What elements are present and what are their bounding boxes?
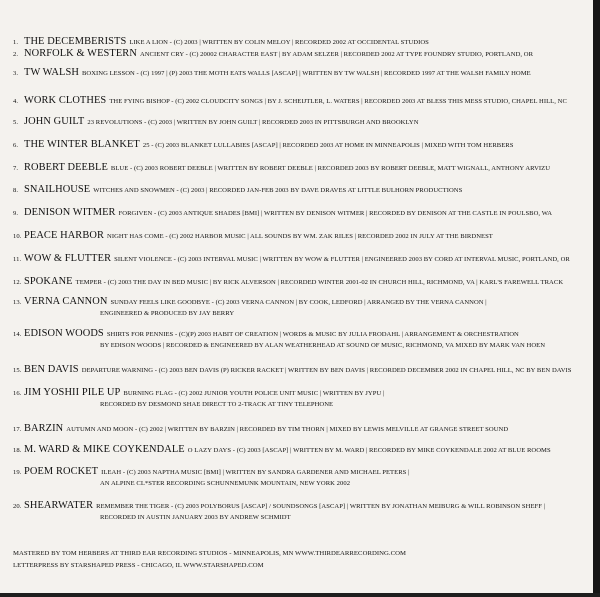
track-details: O LAZY DAYS - (C) 2003 [ASCAP] | WRITTEN BY M. WARD | RECORDED BY MIKE COYKENDALE 2002 AT BLUE ROOMS: [187, 447, 551, 454]
track-number: 4.: [13, 98, 19, 105]
track-details: SILENT VIOLENCE - (C) 2003 INTERVAL MUSIC | WRITTEN BY WOW & FLUTTER | ENGINEERED 2003 BY CORD AT INTERVAL MUSIC, PORTLAND, OR: [114, 256, 570, 263]
letterpress-credit: LETTERPRESS BY STARSHAPED PRESS - CHICAGO, IL WWW.STARSHAPED.COM: [13, 562, 264, 569]
track-details: ILEAH - (C) 2003 NAPTHA MUSIC [BMI] | WRITTEN BY SANDRA GARDENER AND MICHAEL PETERS |: [101, 469, 410, 476]
track-details-continued: RECORDED BY DESMOND SHAE DIRECT TO 2-TRACK AT TINY TELEPHONE: [100, 401, 334, 408]
track-details-continued: ENGINEERED & PRODUCED BY JAY BERRY: [100, 310, 235, 317]
track-artist: SHEARWATER: [24, 500, 94, 511]
track-number: 18.: [13, 447, 22, 454]
track-artist: THE DECEMBERISTS: [24, 36, 127, 47]
track-number: 17.: [13, 426, 22, 433]
track-entry: [13, 500, 589, 523]
track-artist: DENISON WITMER: [24, 207, 116, 218]
track-artist: TW WALSH: [24, 67, 79, 78]
track-number: 8.: [13, 187, 19, 194]
track-details: BLUE - (C) 2003 ROBERT DEEBLE | WRITTEN BY ROBERT DEEBLE | RECORDED 2003 BY ROBERT DEEBLE, MATT WIGNALL, ANTHONY ARVIZU: [110, 165, 551, 172]
track-details: SHIRTS FOR PENNIES - (C)(P) 2003 HABIT OF CREATION | WORDS & MUSIC BY JULIA FRODAHL | ARRANGEMENT & ORCHESTRATION: [106, 331, 519, 338]
track-artist: JIM YOSHII PILE UP: [24, 387, 121, 398]
track-number: 14.: [13, 331, 22, 338]
track-entry: [13, 253, 589, 265]
track-artist: EDISON WOODS: [24, 328, 104, 339]
track-artist: JOHN GUILT: [24, 116, 85, 127]
track-artist: BARZIN: [24, 423, 64, 434]
track-details: LIKE A LION - (C) 2003 | WRITTEN BY COLIN MELOY | RECORDED 2002 AT OCCIDENTAL STUDIOS: [129, 39, 429, 46]
track-entry: [13, 36, 589, 48]
track-number: 15.: [13, 367, 22, 374]
track-line: [13, 36, 589, 48]
track-artist: SNAILHOUSE: [24, 184, 91, 195]
track-line: [13, 387, 589, 399]
track-artist: VERNA CANNON: [24, 296, 108, 307]
track-line: [13, 500, 589, 512]
track-line: [13, 230, 589, 242]
track-entry: [13, 230, 589, 242]
track-entry: [13, 48, 589, 60]
track-details: FORGIVEN - (C) 2003 ANTIQUE SHADES [BMI] | WRITTEN BY DENISON WITMER | RECORDED BY DENISON AT THE CASTLE IN POULSBO, WA: [118, 210, 553, 217]
track-number: 7.: [13, 165, 19, 172]
track-line: [13, 364, 589, 376]
track-number: 3.: [13, 70, 19, 77]
track-number: 9.: [13, 210, 19, 217]
track-artist: WORK CLOTHES: [24, 95, 107, 106]
track-entry: [13, 67, 589, 79]
track-details: THE FYING BISHOP - (C) 2002 CLOUDCITY SONGS | BY J. SCHEIJTLER, L. WATERS | RECORDED 2003 AT BLESS THIS MESS STUDIO, CHAPEL HILL, NC: [109, 98, 567, 105]
track-artist: PEACE HARBOR: [24, 230, 105, 241]
track-details: REMEMBER THE TIGER - (C) 2003 POLYBORUS [ASCAP] / SOUNDSONGS [ASCAP] | WRITTEN BY JONATHAN MEIBURG & WILL ROBINSON SHEFF |: [96, 503, 546, 510]
track-line: [13, 162, 589, 174]
track-artist: BEN DAVIS: [24, 364, 79, 375]
track-entry: [13, 162, 589, 174]
track-line: [13, 67, 589, 79]
track-artist: ROBERT DEEBLE: [24, 162, 108, 173]
track-line: [13, 466, 589, 478]
track-entry: [13, 95, 589, 107]
production-credits: [13, 548, 583, 572]
track-line: [13, 184, 589, 196]
track-number: 1.: [13, 39, 19, 46]
scan-edge-right: [593, 0, 600, 597]
track-artist: NORFOLK & WESTERN: [24, 48, 137, 59]
track-number: 16.: [13, 390, 22, 397]
track-artist: POEM ROCKET: [24, 466, 99, 477]
track-line: [13, 444, 589, 456]
track-details-continued: AN ALPINE CL*STER RECORDING SCHUNNEMUNK MOUNTAIN, NEW YORK 2002: [100, 480, 351, 487]
track-number: 20.: [13, 503, 22, 510]
track-details-continued: BY EDISON WOODS | RECORDED & ENGINEERED BY ALAN WEATHERHEAD AT SOUND OF MUSIC, RICHMOND, VA MIXED BY MARK VAN HOEN: [100, 342, 546, 349]
track-entry: [13, 387, 589, 410]
mastering-credit: MASTERED BY TOM HERBERS AT THIRD EAR RECORDING STUDIOS - MINNEAPOLIS, MN WWW.THIRDEARRECORDING.COM: [13, 550, 406, 557]
track-details: AUTUMN AND MOON - (C) 2002 | WRITTEN BY BARZIN | RECORDED BY TIM THORN | MIXED BY LEWIS MELVILLE AT GRANGE STREET SOUND: [66, 426, 509, 433]
track-details: 23 REVOLUTIONS - (C) 2003 | WRITTEN BY JOHN GUILT | RECORDED 2003 IN PITTSBURGH AND BROOKLYN: [87, 119, 419, 126]
track-entry: [13, 328, 589, 351]
track-number: 13.: [13, 299, 22, 306]
track-entry: [13, 184, 589, 196]
track-number: 12.: [13, 279, 22, 286]
track-entry: [13, 444, 589, 456]
track-line: [13, 253, 589, 265]
track-line: [13, 276, 589, 288]
track-details-continued: RECORDED IN AUSTIN JANUARY 2003 BY ANDREW SCHMIDT: [100, 514, 291, 521]
track-details: WITCHES AND SNOWMEN - (C) 2003 | RECORDED JAN-FEB 2003 BY DAVE DRAVES AT LITTLE BULHORN PRODUCTIONS: [93, 187, 463, 194]
track-artist: THE WINTER BLANKET: [24, 139, 140, 150]
track-entry: [13, 423, 589, 435]
track-number: 11.: [13, 256, 22, 263]
track-entry: [13, 116, 589, 128]
track-line: [13, 95, 589, 107]
track-details: SUNDAY FEELS LIKE GOODBYE - (C) 2003 VERNA CANNON | BY COOK, LEDFORD | ARRANGED BY THE VERNA CANNON |: [110, 299, 487, 306]
track-details: ANCIENT CRY - (C) 20002 CHARACTER EAST | BY ADAM SELZER | RECORDED 2002 AT TYPE FOUNDRY STUDIO, PORTLAND, OR: [139, 51, 534, 58]
scan-edge-bottom: [0, 593, 600, 597]
track-details: TEMPER - (C) 2003 THE DAY IN BED MUSIC | BY RICK ALVERSON | RECORDED WINTER 2001-02 IN CHURCH HILL, RICHMOND, VA | KARL'S FAREWELL TRACK: [75, 279, 564, 286]
track-number: 6.: [13, 142, 19, 149]
track-number: 10.: [13, 233, 22, 240]
track-number: 2.: [13, 51, 19, 58]
track-line: [13, 207, 589, 219]
track-line: [13, 328, 589, 340]
track-details: 25 - (C) 2003 BLANKET LULLABIES [ASCAP] | RECORDED 2003 AT HOME IN MINNEAPOLIS | MIXED WITH TOM HERBERS: [142, 142, 514, 149]
track-line: [13, 296, 589, 308]
track-line: [13, 116, 589, 128]
track-entry: [13, 276, 589, 288]
track-entry: [13, 139, 589, 151]
track-entry: [13, 207, 589, 219]
track-details: NIGHT HAS COME - (C) 2002 HARBOR MUSIC | ALL SOUNDS BY WM. ZAK RILES | RECORDED 2002 IN JULY AT THE BIRDNEST: [107, 233, 493, 240]
track-line: [13, 48, 589, 60]
track-line: [13, 139, 589, 151]
track-details: BURNING FLAG - (C) 2002 JUNIOR YOUTH POLICE UNIT MUSIC | WRITTEN BY JYPU |: [123, 390, 385, 397]
track-entry: [13, 296, 589, 319]
track-artist: M. WARD & MIKE COYKENDALE: [24, 444, 185, 455]
track-number: 19.: [13, 469, 22, 476]
track-line: [13, 423, 589, 435]
track-details: BOXING LESSON - (C) 1997 | (P) 2003 THE MOTH EATS WALLS [ASCAP] | WRITTEN BY TW WALSH | RECORDED 1997 AT THE WALSH FAMILY HOME: [81, 70, 531, 77]
track-entry: [13, 466, 589, 489]
track-details: DEPARTURE WARNING - (C) 2003 BEN DAVIS (P) RICKER RACKET | WRITTEN BY BEN DAVIS | RECORDED DECEMBER 2002 IN CHAPEL HILL, NC BY BEN DAVIS: [81, 367, 572, 374]
track-artist: SPOKANE: [24, 276, 73, 287]
track-entry: [13, 364, 589, 376]
track-artist: WOW & FLUTTER: [24, 253, 112, 264]
track-number: 5.: [13, 119, 19, 126]
